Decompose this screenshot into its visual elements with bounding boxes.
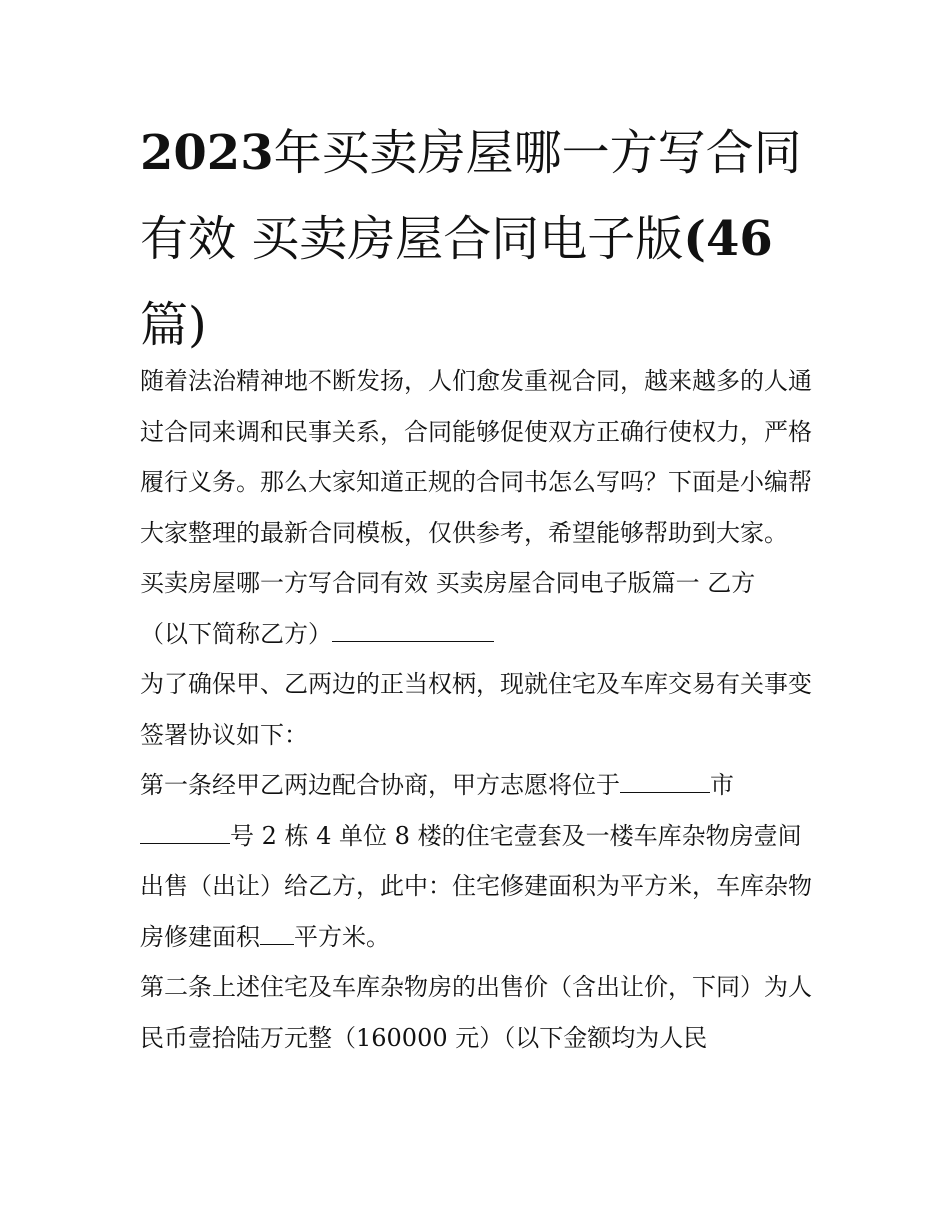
- garage-area-blank: [260, 922, 294, 945]
- party-b-blank: [332, 619, 494, 642]
- document-body: [140, 356, 820, 1063]
- title-year: 2023: [140, 125, 274, 181]
- section-heading: 买卖房屋哪一方写合同有效 买卖房屋合同电子版篇一 乙方: [140, 569, 756, 597]
- title-line3: 篇): [140, 297, 207, 353]
- article-1-text-c: 号 2 栋 4 单位 8 楼的住宅壹套及一楼车库杂物房壹间出售（出让）给乙方，此中：住宅修建面积为平方米，车库杂物房修建面积: [140, 821, 812, 951]
- section-heading-paragraph: [140, 558, 820, 659]
- article-1-text-d: 平方米。: [294, 922, 390, 951]
- purpose-paragraph: 为了确保甲、乙两边的正当权柄，现就住宅及车库交易有关事变签署协议如下：: [140, 670, 812, 749]
- intro-paragraph: 随着法治精神地不断发扬，人们愈发重视合同，越来越多的人通过合同来调和民事关系，合同能够促使双方正确行使权力，严格履行义务。那么大家知道正规的合同书怎么写吗？下面是小编帮大家整理的最新合同模板，仅供参考，希望能够帮助到大家。: [140, 367, 812, 547]
- party-b-label: （以下简称乙方）: [140, 619, 332, 648]
- article-1-paragraph: [140, 760, 820, 962]
- street-blank: [140, 821, 230, 844]
- document-title: [140, 110, 820, 368]
- title-line1: 年买卖房屋哪一方写合同: [273, 125, 802, 181]
- article-2-paragraph: 第二条上述住宅及车库杂物房的出售价（含出让价，下同）为人民币壹拾陆万元整（160000 元）（以下金额均为人民: [140, 973, 812, 1052]
- title-line2: 有效 买卖房屋合同电子版: [140, 211, 684, 267]
- article-1-text-b: 市: [710, 771, 734, 799]
- article-1-text-a: 第一条经甲乙两边配合协商，甲方志愿将位于: [140, 771, 620, 799]
- title-count: (46: [683, 211, 773, 267]
- city-blank: [620, 770, 710, 793]
